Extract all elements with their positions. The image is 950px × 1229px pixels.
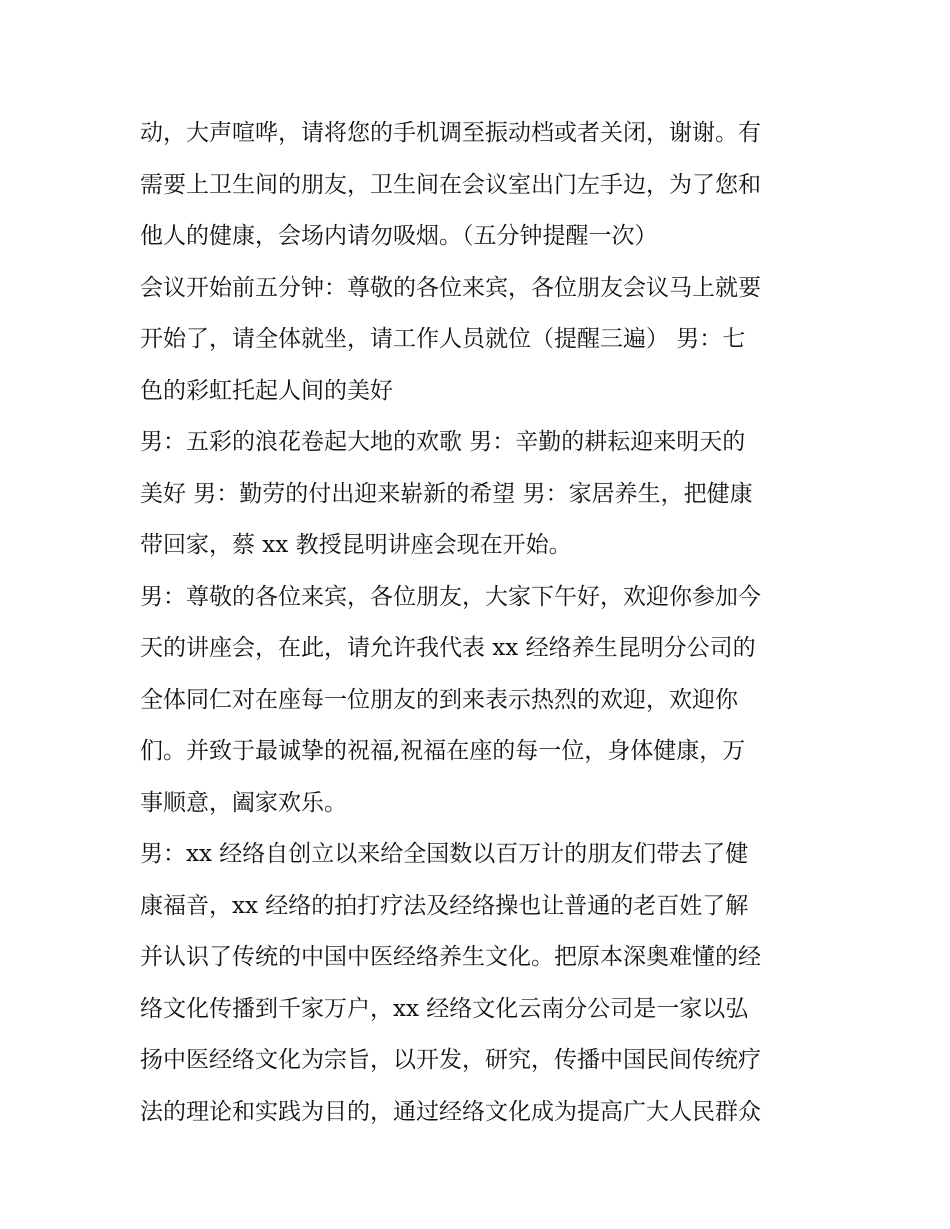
text-line: 会议开始前五分钟：尊敬的各位来宾，各位朋友会议马上就要 [140, 274, 761, 301]
text-line: 带回家，蔡 xx 教授昆明讲座会现在开始。 [140, 532, 572, 558]
text-line: 色的彩虹托起人间的美好 [140, 377, 393, 404]
text-line: 们。并致于最诚挚的祝福,祝福在座的每一位，身体健康，万 [140, 738, 746, 764]
text-line: 并认识了传统的中国中医经络养生文化。把原本深奥难懂的经 [140, 944, 761, 970]
text-line: 动，大声喧哗，请将您的手机调至振动档或者关闭，谢谢。有 [140, 120, 761, 146]
text-line: 天的讲座会，在此，请允许我代表 xx 经络养生昆明分公司的 [140, 635, 756, 661]
text-line: 扬中医经络文化为宗旨，以开发，研究，传播中国民间传统疗 [140, 1047, 761, 1073]
document-body [140, 108, 830, 1138]
text-line: 男：五彩的浪花卷起大地的欢歌 男：辛勤的耕耘迎来明天的 [140, 429, 746, 455]
text-line: 全体同仁对在座每一位朋友的到来表示热烈的欢迎，欢迎你 [140, 686, 738, 713]
text-line: 他人的健康，会场内请勿吸烟。（五分钟提醒一次） [140, 223, 658, 249]
text-line: 络文化传播到千家万户，xx 经络文化云南分公司是一家以弘 [140, 995, 749, 1022]
text-line: 美好 男：勤劳的付出迎来崭新的希望 男：家居养生，把健康 [140, 480, 753, 507]
text-line: 男：尊敬的各位来宾，各位朋友，大家下午好，欢迎你参加今 [140, 583, 761, 610]
text-line: 事顺意，阖家欢乐。 [140, 789, 347, 816]
text-line: 需要上卫生间的朋友，卫生间在会议室出门左手边，为了您和 [140, 171, 761, 198]
text-line: 康福音，xx 经络的拍打疗法及经络操也让普通的老百姓了解 [140, 892, 749, 919]
text-line: 男：xx 经络自创立以来给全国数以百万计的朋友们带去了健 [140, 841, 749, 867]
text-line: 开始了，请全体就坐，请工作人员就位（提醒三遍） 男：七 [140, 326, 746, 352]
text-line: 法的理论和实践为目的，通过经络文化成为提高广大人民群众 [140, 1098, 761, 1125]
